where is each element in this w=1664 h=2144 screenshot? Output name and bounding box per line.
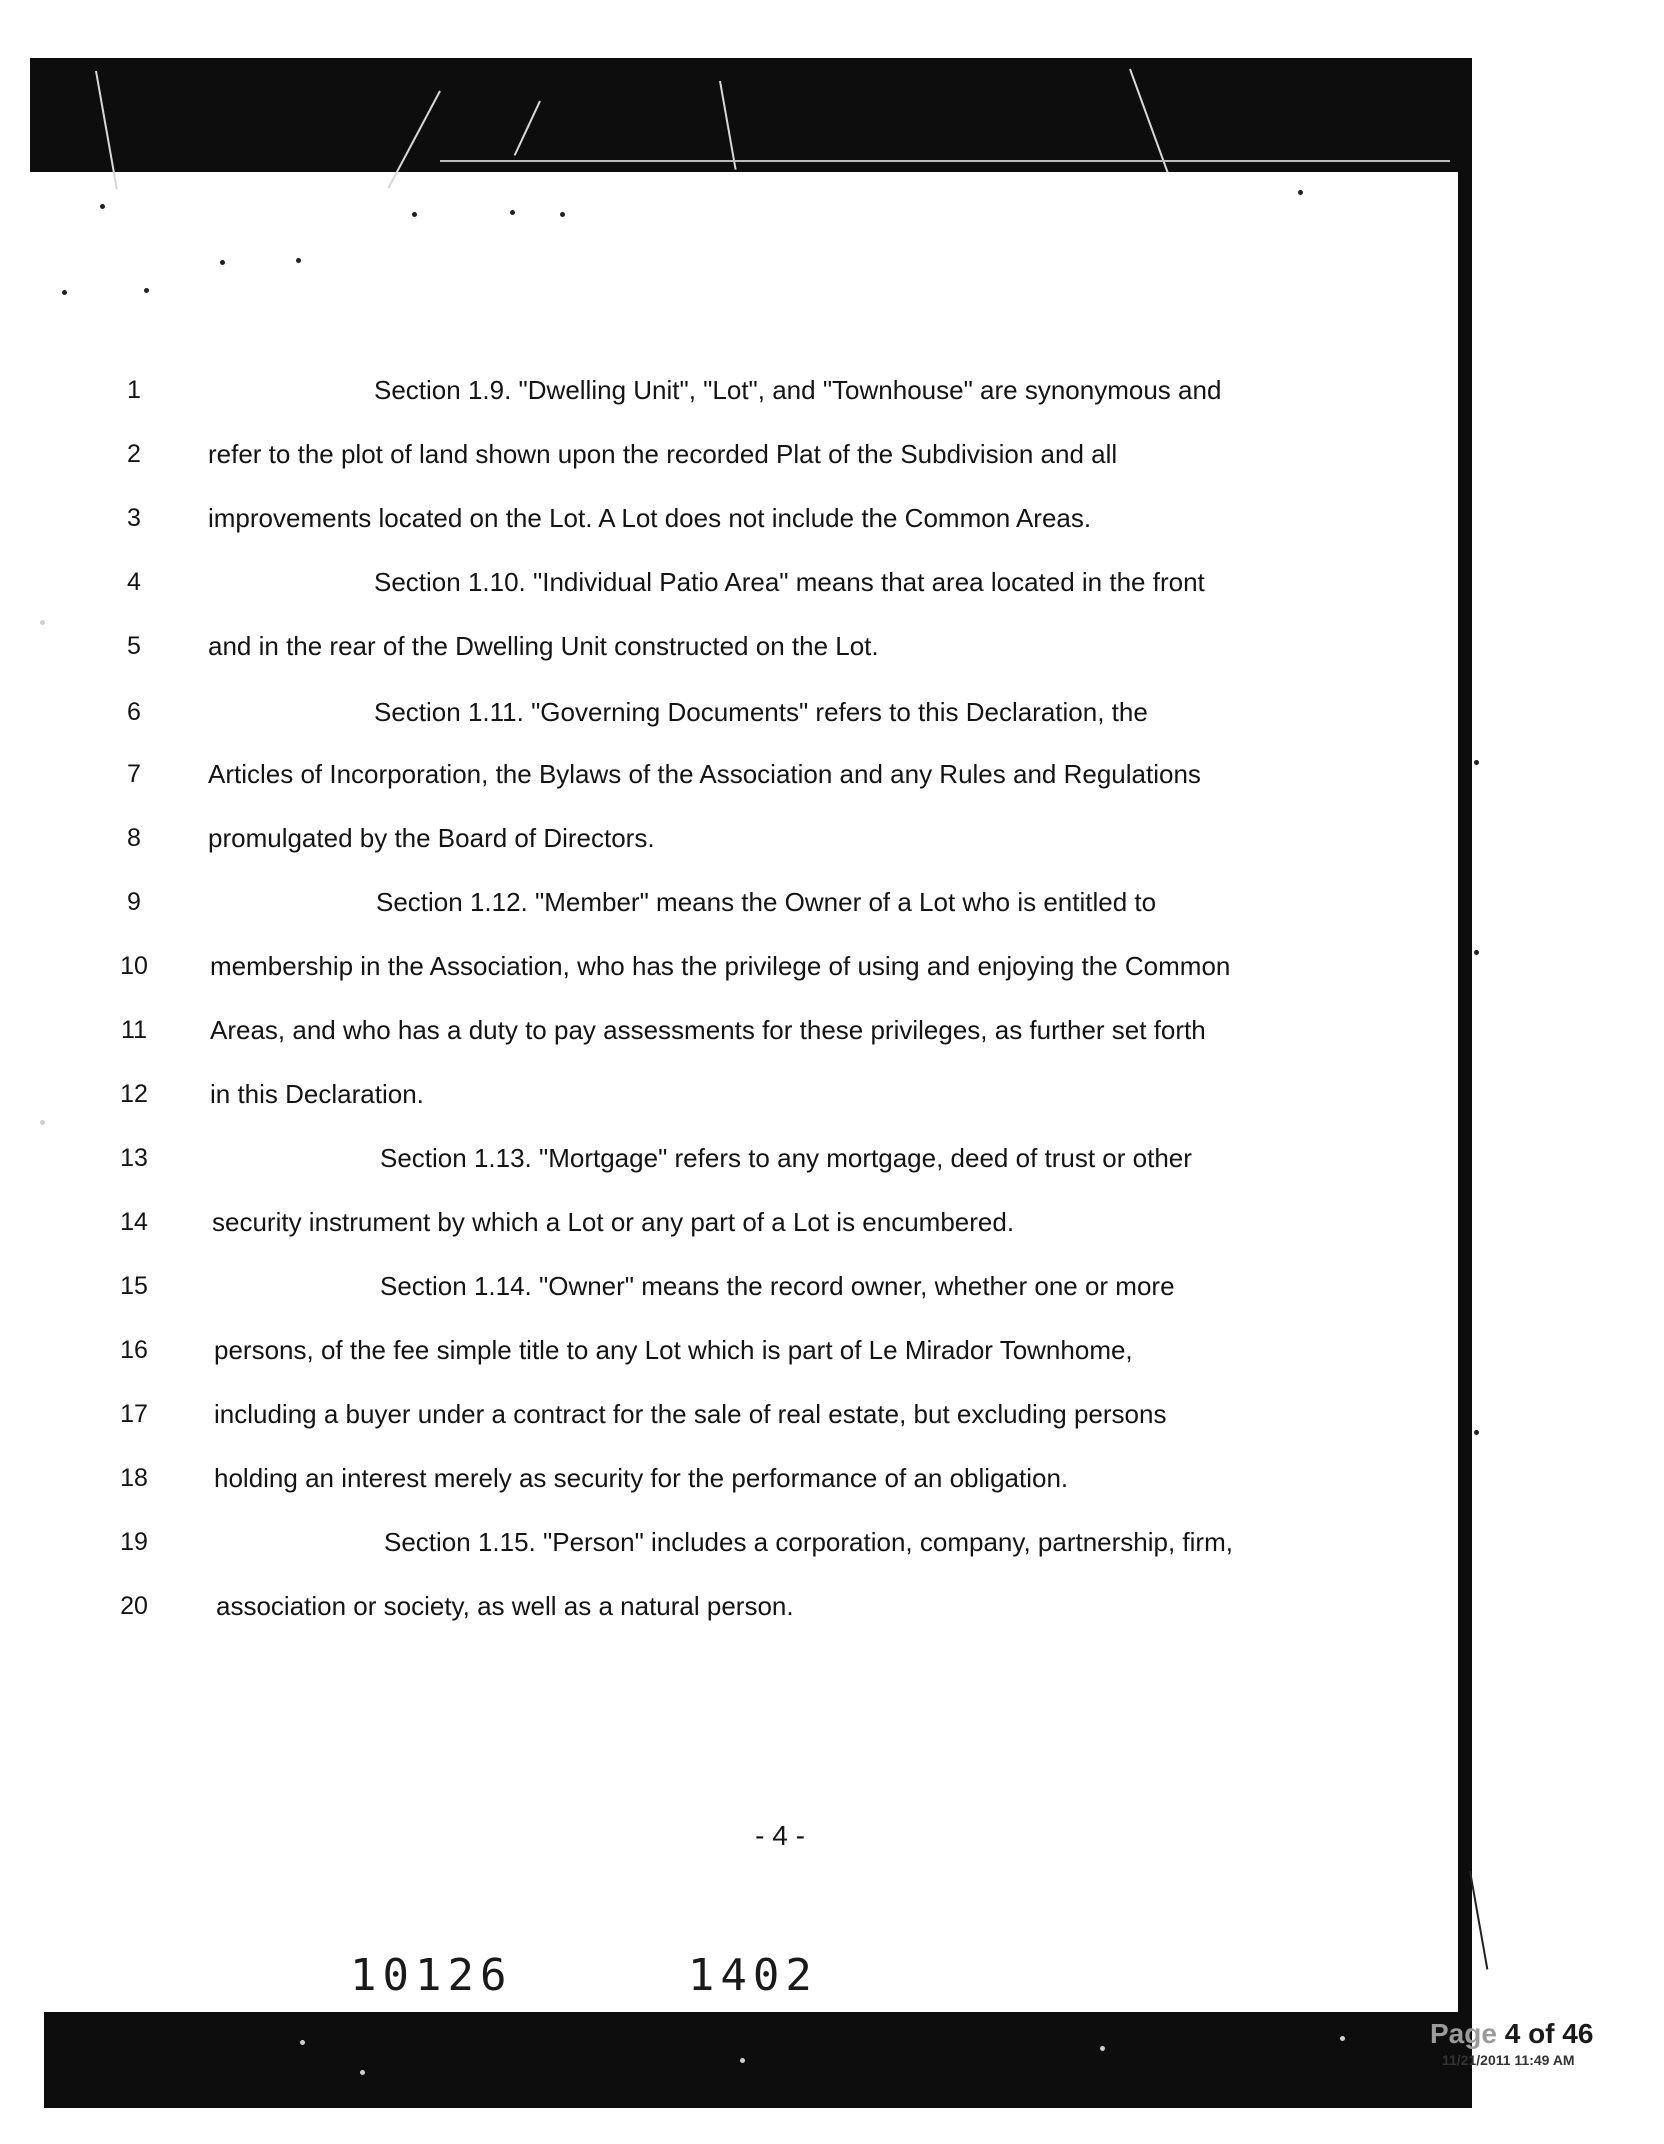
scan-speck: [62, 290, 67, 295]
line-text: Section 1.13. "Mortgage" refers to any mortgage, deed of trust or other: [380, 1143, 1192, 1173]
page-number: - 4 -: [755, 1820, 805, 1851]
line-12: [0, 1072, 1664, 1116]
line-text: improvements located on the Lot. A Lot does not include the Common Areas.: [208, 503, 1092, 533]
line-text: Section 1.14. "Owner" means the record owner, whether one or more: [380, 1271, 1175, 1301]
line-17: [0, 1392, 1664, 1436]
line-text: association or society, as well as a natural person.: [216, 1591, 794, 1621]
line-number: 3: [127, 504, 141, 532]
scan-speck: [100, 204, 105, 209]
line-text: persons, of the fee simple title to any Lot which is part of Le Mirador Townhome,: [214, 1335, 1133, 1365]
scan-border-top: [30, 58, 1472, 172]
line-number: 9: [127, 888, 141, 916]
scan-speck: [1100, 2046, 1105, 2051]
line-9: [0, 880, 1664, 924]
line-number: 11: [121, 1016, 147, 1044]
line-number: 7: [127, 760, 141, 788]
scan-speck: [144, 288, 149, 293]
page-count-prefix: Page: [1430, 2018, 1497, 2049]
page-count-stamp: [1430, 2018, 1662, 2050]
line-text: membership in the Association, who has the privilege of using and enjoying the Common: [210, 951, 1231, 981]
scan-speck: [1298, 190, 1303, 195]
line-text: refer to the plot of land shown upon the recorded Plat of the Subdivision and all: [208, 439, 1118, 469]
line-5: [0, 624, 1664, 668]
line-6: [0, 690, 1664, 734]
scan-speck: [1340, 2036, 1345, 2041]
scan-speck: [296, 258, 301, 263]
line-text: Areas, and who has a duty to pay assessments for these privileges, as further set forth: [210, 1015, 1206, 1045]
line-19: [0, 1520, 1664, 1564]
line-14: [0, 1200, 1664, 1244]
scan-speck: [300, 2040, 305, 2045]
line-text: Section 1.12. "Member" means the Owner of a Lot who is entitled to: [376, 887, 1157, 917]
line-number: 13: [120, 1144, 148, 1172]
scan-speck: [510, 210, 515, 215]
scan-speck: [220, 260, 225, 265]
line-text: Section 1.15. "Person" includes a corporation, company, partnership, firm,: [384, 1527, 1233, 1557]
timestamp-stamp: 11/21/2011 11:49 AM: [1442, 2052, 1575, 2068]
line-text: in this Declaration.: [210, 1079, 424, 1109]
line-text: promulgated by the Board of Directors.: [208, 823, 655, 853]
line-13: [0, 1136, 1664, 1180]
line-16: [0, 1328, 1664, 1372]
line-number: 18: [120, 1464, 148, 1492]
line-20: [0, 1584, 1664, 1628]
scan-speck: [40, 1120, 45, 1125]
line-number: 15: [120, 1272, 148, 1300]
line-text: including a buyer under a contract for the sale of real estate, but excluding persons: [214, 1399, 1167, 1429]
line-2: [0, 432, 1664, 476]
line-7: [0, 752, 1664, 796]
line-8: [0, 816, 1664, 860]
line-11: [0, 1008, 1664, 1052]
line-text: Articles of Incorporation, the Bylaws of the Association and any Rules and Regulations: [208, 759, 1201, 789]
book-page-reference: 10126 1402: [350, 1950, 818, 2001]
scan-scratch: [440, 160, 1450, 162]
line-3: [0, 496, 1664, 540]
line-number: 6: [127, 698, 141, 726]
line-number: 14: [120, 1208, 148, 1236]
line-18: [0, 1456, 1664, 1500]
line-10: [0, 944, 1664, 988]
scan-speck: [740, 2058, 745, 2063]
line-number: 2: [127, 440, 141, 468]
scan-speck: [560, 212, 565, 217]
scan-speck: [412, 212, 417, 217]
line-number: 17: [120, 1400, 148, 1428]
line-number: 4: [127, 568, 141, 596]
line-number: 12: [120, 1080, 148, 1108]
line-number: 5: [127, 632, 141, 660]
scan-border-bottom-lower: [44, 2060, 1472, 2108]
line-text: security instrument by which a Lot or any part of a Lot is encumbered.: [212, 1207, 1015, 1237]
line-number: 20: [120, 1592, 148, 1620]
line-text: Section 1.10. "Individual Patio Area" means that area located in the front: [374, 567, 1205, 597]
line-4: [0, 560, 1664, 604]
line-15: [0, 1264, 1664, 1308]
line-number: 8: [127, 824, 141, 852]
page-count-text: 4 of 46: [1496, 2018, 1594, 2049]
scan-speck: [360, 2070, 365, 2075]
line-number: 16: [120, 1336, 148, 1364]
line-text: and in the rear of the Dwelling Unit constructed on the Lot.: [208, 631, 879, 661]
line-number: 19: [120, 1528, 148, 1556]
line-text: Section 1.9. "Dwelling Unit", "Lot", and "Townhouse" are synonymous and: [374, 375, 1222, 405]
line-number: 10: [120, 952, 148, 980]
line-number: 1: [127, 376, 141, 404]
line-text: holding an interest merely as security for the performance of an obligation.: [214, 1463, 1069, 1493]
line-1: [0, 368, 1664, 412]
line-text: Section 1.11. "Governing Documents" refers to this Declaration, the: [374, 697, 1148, 727]
